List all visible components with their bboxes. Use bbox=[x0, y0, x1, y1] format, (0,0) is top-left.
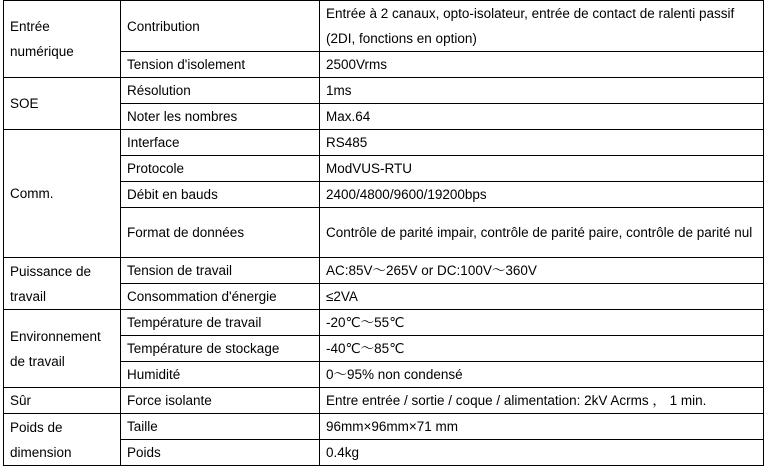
category-cell: Puissance de travail bbox=[4, 258, 121, 310]
category-cell: SOE bbox=[4, 78, 121, 130]
value-cell: Entrée à 2 canaux, opto-isolateur, entrée de contact de ralenti passif (2DI, fonctions en option) bbox=[320, 1, 764, 52]
table-row bbox=[4, 388, 764, 414]
value-cell: 0.4kg bbox=[320, 440, 764, 466]
item-cell: Format de données bbox=[121, 208, 320, 258]
category-cell: Entrée numérique bbox=[4, 1, 121, 78]
value-cell: ModVUS-RTU bbox=[320, 156, 764, 182]
category-cell: Poids de dimension bbox=[4, 414, 121, 466]
item-cell: Humidité bbox=[121, 362, 320, 388]
value-cell: AC:85V～265V or DC:100V～360V bbox=[320, 258, 764, 284]
item-cell: Tension d'isolement bbox=[121, 52, 320, 78]
value-cell: Max.64 bbox=[320, 104, 764, 130]
table-row bbox=[4, 414, 764, 440]
value-cell: -20℃～55℃ bbox=[320, 310, 764, 336]
item-cell: Force isolante bbox=[121, 388, 320, 414]
item-cell: Taille bbox=[121, 414, 320, 440]
item-cell: Interface bbox=[121, 130, 320, 156]
value-cell: 0～95% non condensé bbox=[320, 362, 764, 388]
item-cell: Température de stockage bbox=[121, 336, 320, 362]
table-row bbox=[4, 258, 764, 284]
table-row bbox=[4, 310, 764, 336]
item-cell: Poids bbox=[121, 440, 320, 466]
item-cell: Débit en bauds bbox=[121, 182, 320, 208]
table-row bbox=[4, 1, 764, 52]
category-cell: Sûr bbox=[4, 388, 121, 414]
item-cell: Consommation d'énergie bbox=[121, 284, 320, 310]
item-cell: Noter les nombres bbox=[121, 104, 320, 130]
value-cell: Entre entrée / sortie / coque / alimentation: 2kV Acrms ， 1 min. bbox=[320, 388, 764, 414]
value-cell: 1ms bbox=[320, 78, 764, 104]
value-cell: -40℃～85℃ bbox=[320, 336, 764, 362]
item-cell: Tension de travail bbox=[121, 258, 320, 284]
table-row bbox=[4, 78, 764, 104]
value-cell: Contrôle de parité impair, contrôle de parité paire, contrôle de parité nul bbox=[320, 208, 764, 258]
item-cell: Résolution bbox=[121, 78, 320, 104]
value-cell: ≤2VA bbox=[320, 284, 764, 310]
spec-table bbox=[3, 0, 764, 466]
value-cell: 96mm×96mm×71 mm bbox=[320, 414, 764, 440]
item-cell: Température de travail bbox=[121, 310, 320, 336]
table-row bbox=[4, 130, 764, 156]
item-cell: Contribution bbox=[121, 1, 320, 52]
item-cell: Protocole bbox=[121, 156, 320, 182]
value-cell: 2500Vrms bbox=[320, 52, 764, 78]
category-cell: Environnement de travail bbox=[4, 310, 121, 388]
value-cell: RS485 bbox=[320, 130, 764, 156]
category-cell: Comm. bbox=[4, 130, 121, 258]
value-cell: 2400/4800/9600/19200bps bbox=[320, 182, 764, 208]
